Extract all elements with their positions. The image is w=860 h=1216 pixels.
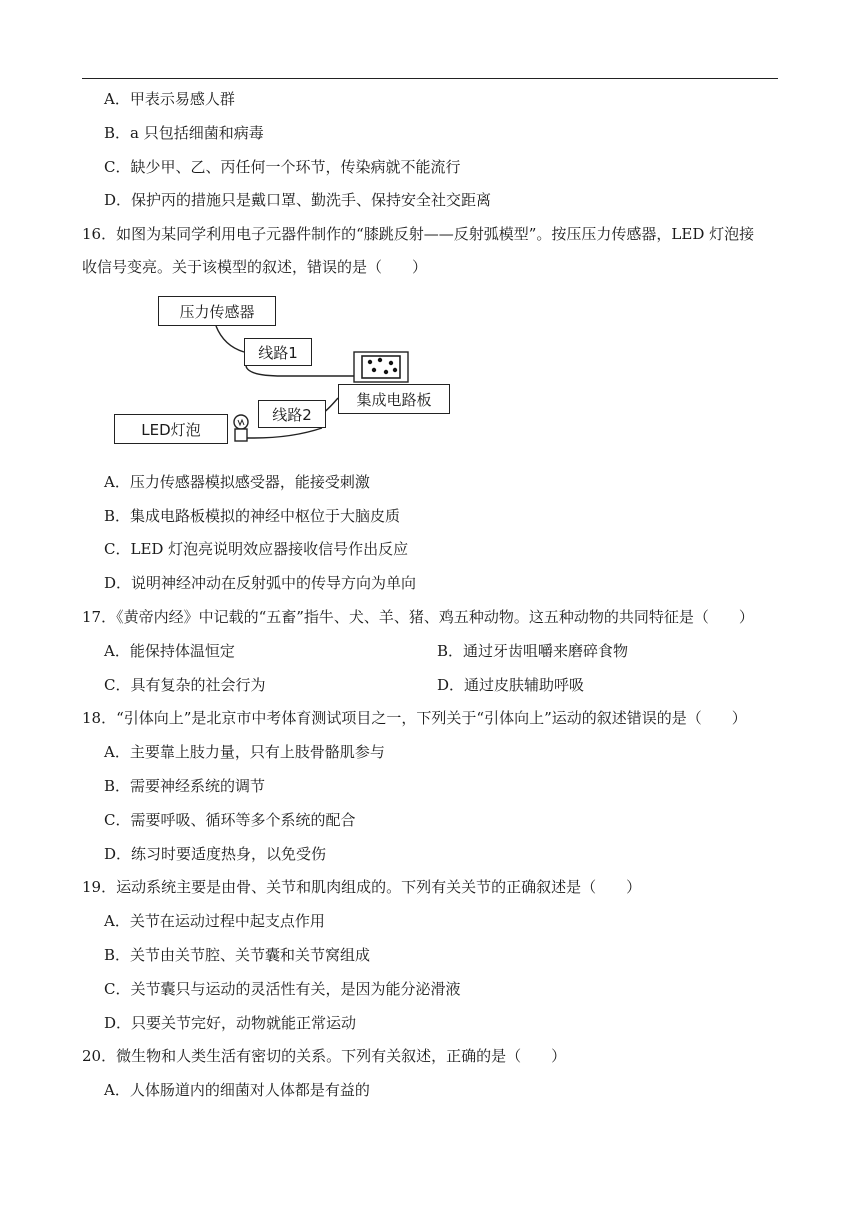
- line2-box: 线路2: [258, 400, 326, 428]
- q19-option-d: D．只要关节完好，动物就能正常运动: [104, 1014, 357, 1032]
- q16-option-d: D．说明神经冲动在反射弧中的传导方向为单向: [104, 574, 417, 592]
- q19-option-c: C．关节囊只与运动的灵活性有关，是因为能分泌滑液: [104, 980, 461, 998]
- circuit-board-box: 集成电路板: [338, 384, 450, 414]
- q17-option-a: A．能保持体温恒定: [104, 642, 235, 660]
- q19-stem: 19．运动系统主要是由骨、关节和肌肉组成的。下列有关关节的正确叙述是（ ）: [82, 878, 642, 896]
- reflex-arc-diagram: [112, 290, 464, 450]
- wire-sensor-to-line1: [216, 326, 244, 352]
- q20-stem: 20．微生物和人类生活有密切的关系。下列有关叙述，正确的是（ ）: [82, 1047, 567, 1065]
- wire-line2-to-led: [244, 428, 322, 438]
- q17-option-b: B．通过牙齿咀嚼来磨碎食物: [437, 642, 629, 660]
- q15-option-b: B．a 只包括细菌和病毒: [104, 124, 264, 142]
- header-rule: [82, 78, 778, 79]
- q17-option-d: D．通过皮肤辅助呼吸: [437, 676, 585, 694]
- q18-option-d: D．练习时要适度热身，以免受伤: [104, 845, 327, 863]
- q17-option-c: C．具有复杂的社会行为: [104, 676, 266, 694]
- q16-stem-line1: 16．如图为某同学利用电子元器件制作的“膝跳反射——反射弧模型”。按压压力传感器，LED 灯泡接: [82, 225, 755, 243]
- q19-option-b: B．关节由关节腔、关节囊和关节窝组成: [104, 946, 371, 964]
- pressure-sensor-box: 压力传感器: [158, 296, 276, 326]
- q16-option-b: B．集成电路板模拟的神经中枢位于大脑皮质: [104, 507, 401, 525]
- q19-option-a: A．关节在运动过程中起支点作用: [104, 912, 325, 930]
- q16-stem-line2: 收信号变亮。关于该模型的叙述，错误的是（ ）: [82, 258, 428, 276]
- q15-option-d: D．保护丙的措施只是戴口罩、勤洗手、保持安全社交距离: [104, 191, 492, 209]
- led-bulb-box: LED灯泡: [114, 414, 228, 444]
- q20-option-a: A．人体肠道内的细菌对人体都是有益的: [104, 1081, 370, 1099]
- q17-stem: 17．《黄帝内经》中记载的“五畜”指牛、犬、羊、猪、鸡五种动物。这五种动物的共同特征是（ ）: [82, 608, 754, 626]
- q18-stem: 18．“引体向上”是北京市中考体育测试项目之一，下列关于“引体向上”运动的叙述错误的是（ ）: [82, 709, 747, 727]
- q18-option-a: A．主要靠上肢力量，只有上肢骨骼肌参与: [104, 743, 385, 761]
- led-bulb-icon: [234, 415, 248, 441]
- q16-option-a: A．压力传感器模拟感受器，能接受刺激: [104, 473, 370, 491]
- line1-box: 线路1: [244, 338, 312, 366]
- q16-option-c: C．LED 灯泡亮说明效应器接收信号作出反应: [104, 540, 409, 558]
- q15-option-c: C．缺少甲、乙、丙任何一个环节，传染病就不能流行: [104, 158, 461, 176]
- q15-option-a: A．甲表示易感人群: [104, 90, 235, 108]
- wire-line1-to-module: [246, 366, 356, 376]
- q18-option-b: B．需要神经系统的调节: [104, 777, 266, 795]
- q18-option-c: C．需要呼吸、循环等多个系统的配合: [104, 811, 356, 829]
